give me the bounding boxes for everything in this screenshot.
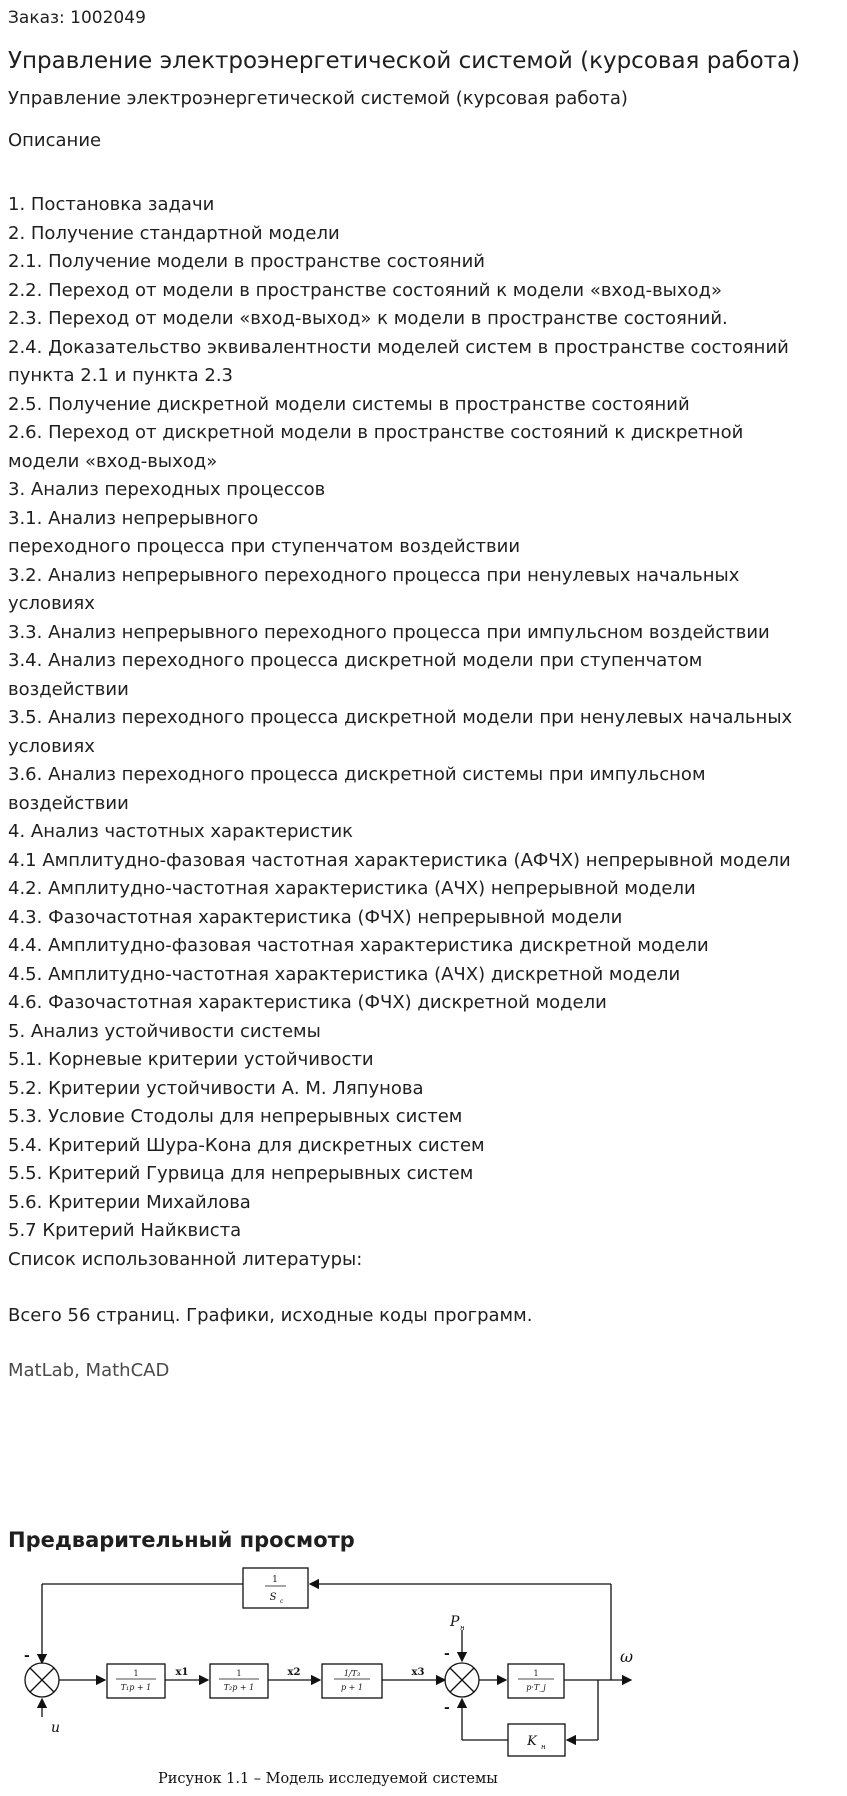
description-item: 5.5. Критерий Гурвица для непрерывных систем <box>8 1163 474 1184</box>
description-item: 5.2. Критерии устойчивости А. М. Ляпунова <box>8 1077 424 1099</box>
description-item: 5.6. Критерии Михайлова <box>8 1191 251 1213</box>
svg-text:1: 1 <box>133 1669 139 1678</box>
description-item: 2.5. Получение дискретной модели системы в пространстве состояний <box>8 393 690 415</box>
description-item: 5.4. Критерий Шура-Кона для дискретных систем <box>8 1134 485 1156</box>
description-item: 3. Анализ переходных процессов <box>8 479 326 500</box>
description-item: 1. Постановка задачи <box>8 194 215 215</box>
pages-info: Всего 56 страниц. Графики, исходные коды программ. <box>8 1305 533 1326</box>
description-item: 3.4. Анализ переходного процесса дискретной модели при ступенчатом <box>8 650 703 671</box>
svg-text:S: S <box>269 1592 277 1603</box>
description-item: 3.5. Анализ переходного процесса дискретной модели при ненулевых начальных <box>8 707 793 728</box>
svg-text:p·T_j: p·T_j <box>526 1683 546 1692</box>
description-item: воздействии <box>8 678 129 700</box>
description-item: 2.2. Переход от модели в пространстве состояний к модели «вход-выход» <box>8 279 723 301</box>
description-item: 5.7 Критерий Найквиста <box>8 1220 242 1241</box>
description-item: 2. Получение стандартной модели <box>8 222 340 244</box>
svg-text:1: 1 <box>533 1669 539 1678</box>
description-item: 4. Анализ частотных характеристик <box>8 821 354 842</box>
figure-caption: Рисунок 1.1 – Модель исследуемой системы <box>158 1771 498 1787</box>
gain-block-label <box>526 1734 546 1751</box>
svg-text:1: 1 <box>272 1575 278 1585</box>
description-item: 5. Анализ устойчивости системы <box>8 1020 321 1042</box>
description-item: пункта 2.1 и пункта 2.3 <box>8 365 233 386</box>
svg-text:P: P <box>450 1614 460 1630</box>
page-subtitle: Управление электроэнергетической системой (курсовая работа) <box>8 88 628 109</box>
description-item: переходного процесса при ступенчатом воздействии <box>8 536 521 557</box>
svg-text:н: н <box>541 1743 546 1751</box>
description-list <box>8 191 838 1274</box>
block-4-label <box>518 1669 554 1692</box>
system-block-diagram <box>8 1562 643 1792</box>
description-item: Список использованной литературы: <box>8 1248 363 1270</box>
software-info: MatLab, MathCAD <box>8 1360 170 1381</box>
svg-text:T₁p + 1: T₁p + 1 <box>120 1683 152 1692</box>
description-item: 3.3. Анализ непрерывного переходного процесса при импульсном воздействии <box>8 621 770 643</box>
block-3-label <box>334 1669 370 1692</box>
order-number: Заказ: 1002049 <box>8 8 146 28</box>
svg-text:K: K <box>527 1734 537 1749</box>
svg-text:1/T₃: 1/T₃ <box>343 1669 361 1678</box>
description-item: 2.3. Переход от модели «вход-выход» к модели в пространстве состояний. <box>8 308 728 329</box>
minus-sign-feedback: - <box>24 1648 30 1664</box>
description-item: 5.3. Условие Стодолы для непрерывных систем <box>8 1106 463 1127</box>
description-item: 4.1 Амплитудно-фазовая частотная характеристика (АФЧХ) непрерывной модели <box>8 849 791 871</box>
signal-x3-label: x3 <box>411 1667 425 1678</box>
svg-text:p + 1: p + 1 <box>341 1683 363 1692</box>
description-item: 2.4. Доказательство эквивалентности моделей систем в пространстве состояний <box>8 336 789 358</box>
description-item: 5.1. Корневые критерии устойчивости <box>8 1049 374 1070</box>
minus-sign-disturbance: - <box>444 1646 450 1662</box>
svg-text:1: 1 <box>236 1669 242 1678</box>
description-item: 4.5. Амплитудно-частотная характеристика (АЧХ) дискретной модели <box>8 963 681 985</box>
svg-text:н: н <box>460 1624 465 1632</box>
signal-x1-label: x1 <box>175 1667 189 1678</box>
description-item: условиях <box>8 593 95 614</box>
description-item: условиях <box>8 735 95 757</box>
page-title: Управление электроэнергетической системой (курсовая работа) <box>8 48 801 74</box>
input-label: u <box>51 1720 61 1736</box>
description-item: 4.6. Фазочастотная характеристика (ФЧХ) дискретной модели <box>8 992 607 1013</box>
block-1-label <box>116 1669 156 1692</box>
disturbance-label <box>449 1614 465 1632</box>
block-2-label <box>219 1669 259 1692</box>
description-item: 4.2. Амплитудно-частотная характеристика (АЧХ) непрерывной модели <box>8 878 696 899</box>
description-heading: Описание <box>8 130 102 151</box>
description-item: 3.2. Анализ непрерывного переходного процесса при ненулевых начальных <box>8 564 740 586</box>
signal-x2-label: x2 <box>287 1667 301 1678</box>
description-item: 3.6. Анализ переходного процесса дискретной системы при импульсном <box>8 764 706 785</box>
svg-text:c: c <box>280 1598 284 1605</box>
description-item: 2.6. Переход от дискретной модели в пространстве состояний к дискретной <box>8 422 744 443</box>
svg-text:T₂p + 1: T₂p + 1 <box>223 1683 255 1692</box>
preview-heading: Предварительный просмотр <box>8 1528 355 1552</box>
description-item: 3.1. Анализ непрерывного <box>8 507 259 529</box>
description-item: 4.3. Фазочастотная характеристика (ФЧХ) непрерывной модели <box>8 906 623 928</box>
description-item: 2.1. Получение модели в пространстве состояний <box>8 251 486 272</box>
output-label: ω <box>620 1647 634 1666</box>
feedback-block-label <box>265 1575 286 1605</box>
description-item: модели «вход-выход» <box>8 450 218 472</box>
description-item: воздействии <box>8 792 129 814</box>
minus-sign-gain: - <box>444 1700 450 1716</box>
description-item: 4.4. Амплитудно-фазовая частотная характеристика дискретной модели <box>8 935 709 956</box>
